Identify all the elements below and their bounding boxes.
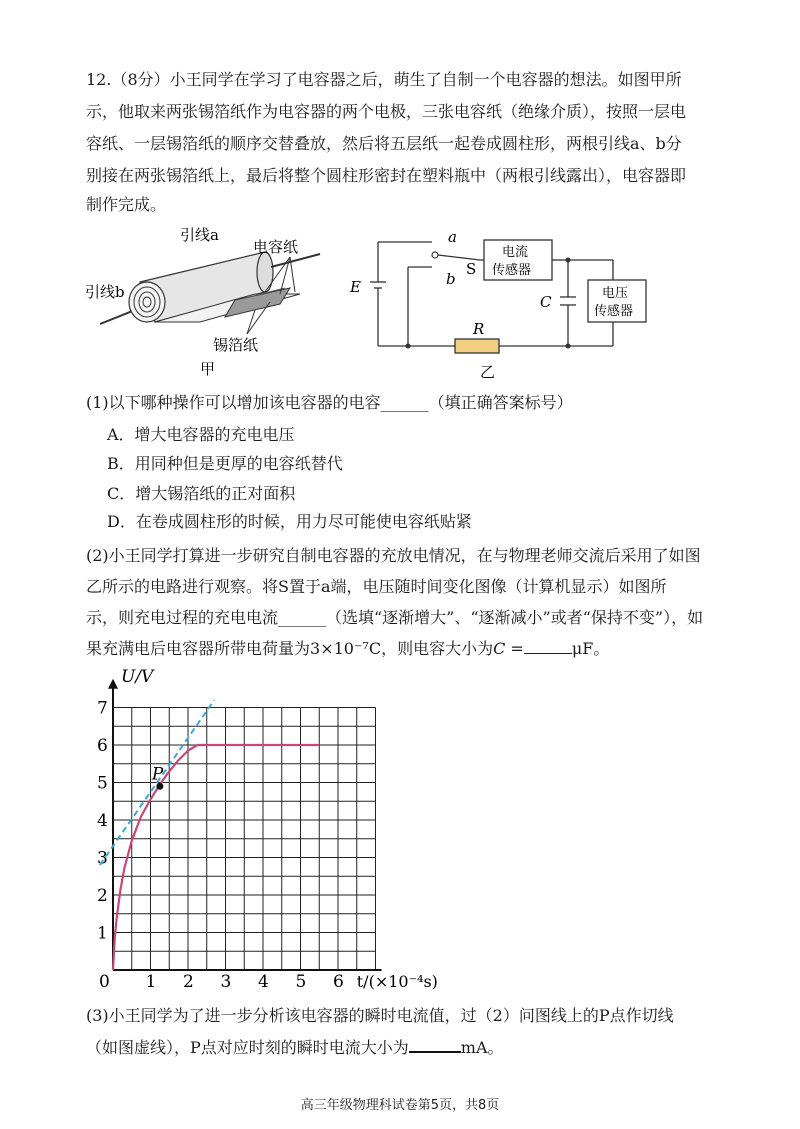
y-tick-label: 4 xyxy=(97,811,108,831)
y-tick-label: 2 xyxy=(97,886,108,906)
voltage-sensor-label-2: 传感器 xyxy=(594,304,634,319)
part3-line2-text: （如图虚线），P点对应时刻的瞬时电流大小为 xyxy=(86,1038,409,1057)
x-tick-label: 6 xyxy=(333,972,344,990)
tin-foil-label: 锡箔纸 xyxy=(213,336,259,354)
capacitor-c-label: C xyxy=(540,293,552,311)
lead-a-label: 引线a xyxy=(180,226,219,244)
point-p-label: P xyxy=(151,764,164,785)
part1-option-c: C．增大锡箔纸的正对面积 xyxy=(107,484,296,503)
current-sensor-label-1: 电流 xyxy=(502,245,529,260)
capacitance-symbol: C = xyxy=(493,639,524,658)
x-tick-label: 0 xyxy=(99,972,110,990)
part1-option-d: D．在卷成圆柱形的时候，用力尽可能使电容纸贴紧 xyxy=(107,512,472,531)
part3-line-1: (3)小王同学为了进一步分析该电容器的瞬时电流值，过（2）问图线上的P点作切线 xyxy=(86,1006,674,1025)
part2-line-3: 示，则充电过程的充电电流______（选填“逐渐增大”、“逐渐减小”或者“保持不变”），如 xyxy=(86,608,704,627)
voltage-sensor-label-1: 电压 xyxy=(602,286,629,301)
x-axis-label: t/(×10⁻⁴s) xyxy=(356,972,438,990)
y-tick-label: 3 xyxy=(97,848,108,869)
page-footer: 高三年级物理科试卷第5页，共8页 xyxy=(300,1098,500,1113)
x-tick-label: 4 xyxy=(258,972,269,990)
terminal-b-label: b xyxy=(446,270,456,288)
figure-jia-capacitor xyxy=(85,222,345,382)
y-tick-label: 1 xyxy=(97,923,108,944)
y-tick-label: 5 xyxy=(97,773,108,794)
switch-s-label: S xyxy=(466,260,477,278)
x-tick-label: 5 xyxy=(295,972,307,990)
part2-line4-unit: μF。 xyxy=(571,639,610,658)
figure-yi-caption: 乙 xyxy=(480,363,496,381)
x-tick-label: 3 xyxy=(220,972,232,990)
y-tick-label: 7 xyxy=(97,698,108,719)
part1-option-b: B．用同种但是更厚的电容纸替代 xyxy=(107,454,343,473)
part2-line4-text-b: ，则电容大小为 xyxy=(381,639,494,658)
answer-blank-current xyxy=(409,1036,461,1053)
capacitor-paper-label: 电容纸 xyxy=(253,238,299,256)
resistor-r-label: R xyxy=(473,320,485,338)
part1-option-a: A．增大电容器的充电电压 xyxy=(107,425,295,444)
part2-line-4 xyxy=(86,638,609,659)
y-axis-label: U/V xyxy=(121,667,154,687)
terminal-a-label: a xyxy=(448,228,457,246)
voltage-time-chart xyxy=(80,660,460,990)
part1-stem: (1)以下哪种操作可以增加该电容器的电容______（填正确答案标号） xyxy=(86,393,573,412)
part2-line4-text-a: 果充满电后电容器所带电荷量为 xyxy=(86,639,311,658)
question-line-5: 制作完成。 xyxy=(86,195,167,214)
y-tick-label: 6 xyxy=(97,736,108,756)
figure-jia-caption: 甲 xyxy=(200,360,216,378)
part2-line-2: 乙所示的电路进行观察。将S置于a端，电压随时间变化图像（计算机显示）如图所 xyxy=(86,577,667,596)
x-tick-label: 1 xyxy=(145,972,157,990)
figure-yi-circuit xyxy=(340,222,660,382)
answer-blank-capacitance xyxy=(524,638,572,654)
current-sensor-label-2: 传感器 xyxy=(492,263,532,278)
part3-line-2 xyxy=(86,1036,504,1058)
question-line-4: 别接在两张锡箔纸上，最后将整个圆柱形密封在塑料瓶中（两根引线露出），电容器即 xyxy=(86,166,687,185)
question-line-1: 12.（8分）小王同学在学习了电容器之后，萌生了自制一个电容器的想法。如图甲所 xyxy=(86,70,682,89)
lead-b-label: 引线b xyxy=(85,283,125,301)
part2-line-1: (2)小王同学打算进一步研究自制电容器的充放电情况，在与物理老师交流后采用了如图 xyxy=(86,546,701,565)
y-axis-arrow xyxy=(108,679,118,689)
part3-line2-unit: mA。 xyxy=(460,1038,504,1057)
charge-quantity: 3×10⁻⁷C xyxy=(310,639,382,658)
x-tick-label: 2 xyxy=(183,972,194,990)
question-line-3: 容纸、一层锡箔纸的顺序交替叠放，然后将五层纸一起卷成圆柱形，两根引线a、b分 xyxy=(86,134,682,153)
battery-e-label: E xyxy=(350,278,361,296)
question-line-2: 示，他取来两张锡箔纸作为电容器的两个电极，三张电容纸（绝缘介质），按照一层电 xyxy=(86,102,687,121)
